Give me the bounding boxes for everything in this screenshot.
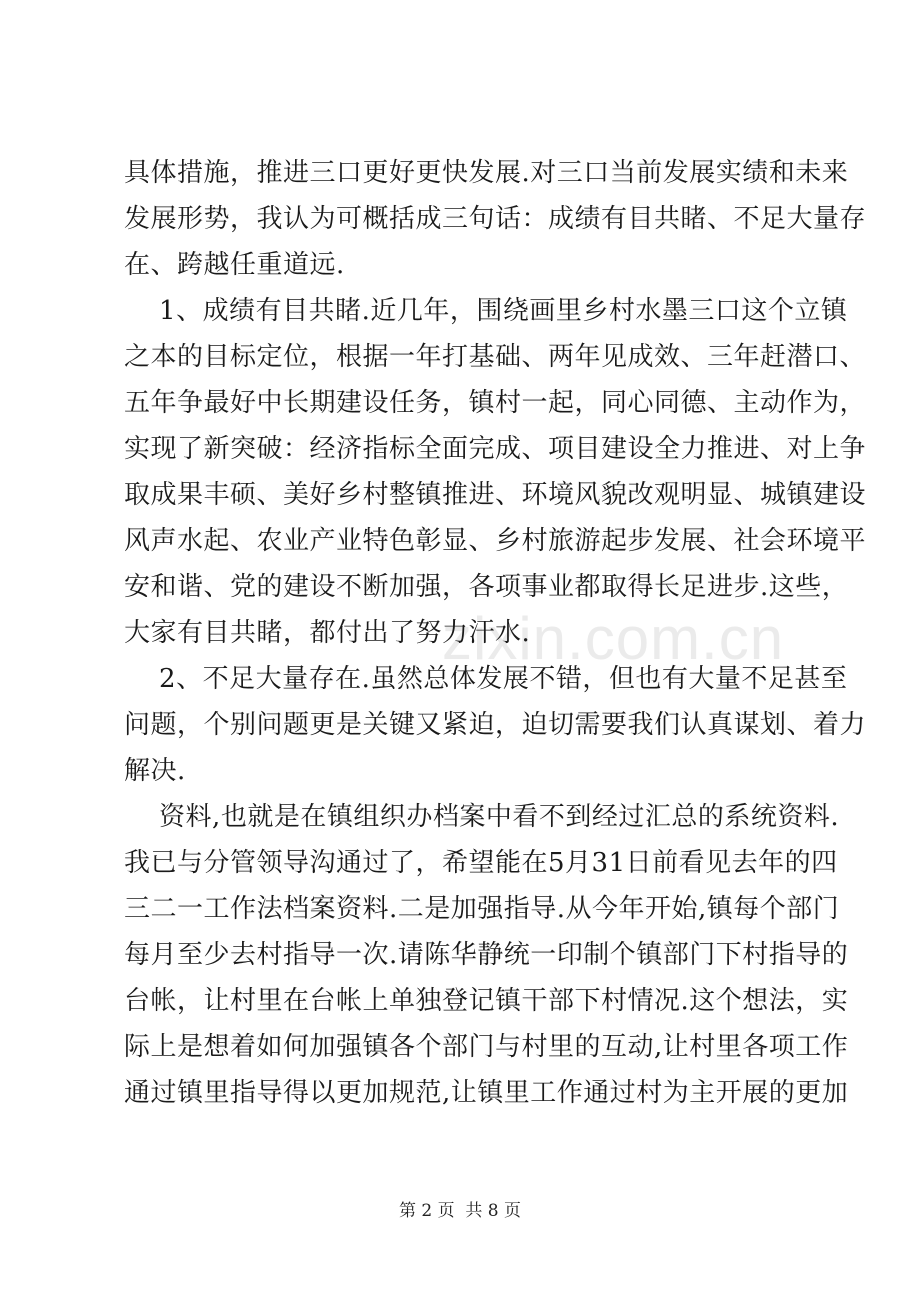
text-line: 实现了新突破：经济指标全面完成、项目建设全力推进、对上争 bbox=[124, 434, 867, 464]
text-line: 每月至少去村指导一次.请陈华静统一印制个镇部门下村指导的 bbox=[124, 940, 849, 970]
text-line: 安和谐、党的建设不断加强，各项事业都取得长足进步.这些， bbox=[124, 572, 849, 602]
paragraph-1 bbox=[124, 150, 867, 288]
text-line: 通过镇里指导得以更加规范,让镇里工作通过村为主开展的更加 bbox=[124, 1078, 849, 1108]
text-line: 问题，个别问题更是关键又紧迫，迫切需要我们认真谋划、着力 bbox=[124, 710, 867, 740]
page-number: 第 2 页 共 8 页 bbox=[398, 1201, 522, 1221]
page-footer bbox=[0, 1196, 920, 1221]
text-line: 在、跨越任重道远. bbox=[124, 250, 345, 280]
text-line: 五年争最好中长期建设任务，镇村一起，同心同德、主动作为， bbox=[124, 388, 867, 418]
paragraph-3 bbox=[124, 656, 867, 794]
text-line: 之本的目标定位，根据一年打基础、两年见成效、三年赶潜口、 bbox=[124, 342, 867, 372]
body-text bbox=[124, 150, 867, 1116]
watermark: zixin.com.cn bbox=[442, 605, 785, 672]
text-line: 取成果丰硕、美好乡村整镇推进、环境风貌改观明显、城镇建设 bbox=[124, 480, 867, 510]
text-line: 际上是想着如何加强镇各个部门与村里的互动,让村里各项工作 bbox=[124, 1032, 849, 1062]
text-line: 资料,也就是在镇组织办档案中看不到经过汇总的系统资料. bbox=[124, 802, 840, 832]
paragraph-4 bbox=[124, 794, 849, 1116]
text-line: 解决. bbox=[124, 756, 186, 786]
text-line: 台帐，让村里在台帐上单独登记镇干部下村情况.这个想法，实 bbox=[124, 986, 849, 1016]
text-line: 具体措施，推进三口更好更快发展.对三口当前发展实绩和未来 bbox=[124, 158, 849, 188]
paragraph-2 bbox=[124, 288, 867, 656]
text-line: 风声水起、农业产业特色彰显、乡村旅游起步发展、社会环境平 bbox=[124, 526, 867, 556]
text-line: 1、成绩有目共睹.近几年，围绕画里乡村水墨三口这个立镇 bbox=[124, 296, 848, 326]
text-line: 2、不足大量存在.虽然总体发展不错，但也有大量不足甚至 bbox=[124, 664, 848, 694]
text-line: 大家有目共睹，都付出了努力汗水. bbox=[124, 618, 531, 648]
text-line: 三二一工作法档案资料.二是加强指导.从今年开始,镇每个部门 bbox=[124, 894, 840, 924]
text-line: 我已与分管领导沟通过了，希望能在5月31日前看见去年的四 bbox=[124, 848, 838, 878]
text-line: 发展形势，我认为可概括成三句话：成绩有目共睹、不足大量存 bbox=[124, 204, 867, 234]
